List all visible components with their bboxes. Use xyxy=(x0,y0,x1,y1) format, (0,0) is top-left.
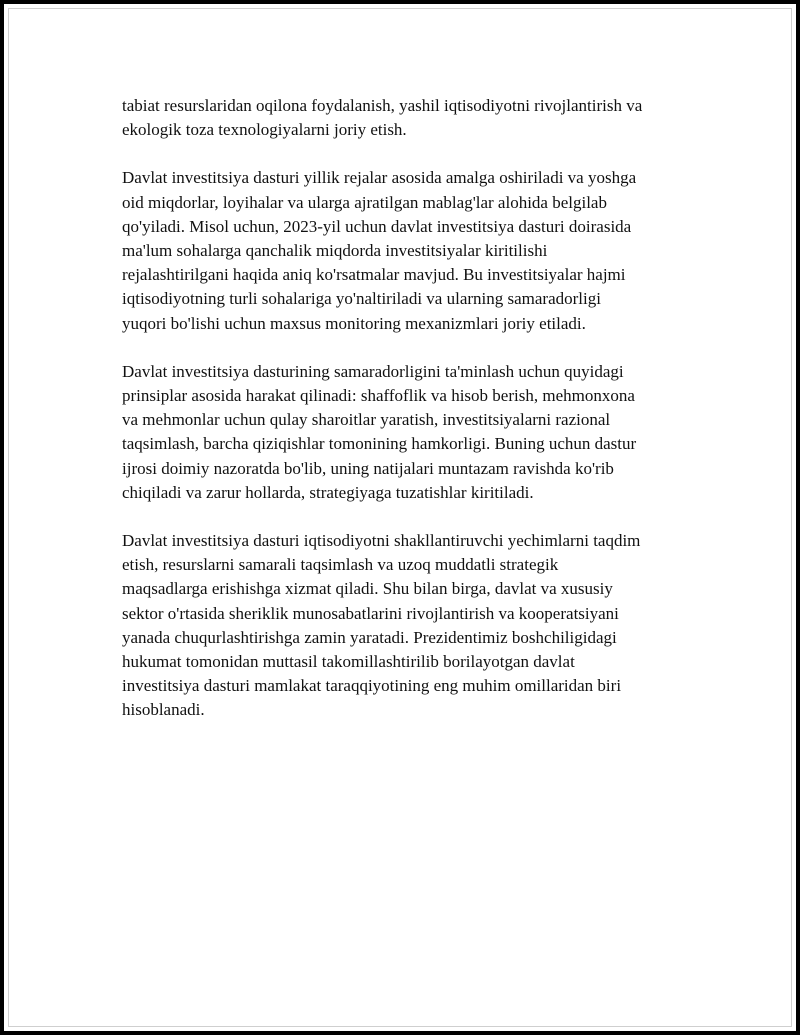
paragraph-2: Davlat investitsiya dasturi yillik rejalar asosida amalga oshiriladi va yoshga oid miqdorlar, loyihalar va ularga ajratilgan mablag'lar alohida belgilab qo'yiladi. Misol uchun, 2023-yil uchun davlat investitsiya dasturi doirasida ma'lum sohalarga qanchalik miqdorda investitsiyalar kiritilishi rejalashtirilgani haqida aniq ko'rsatmalar mavjud. Bu investitsiyalar hajmi iqtisodiyotning turli sohalariga yo'naltiriladi va ularning samaradorligi yuqori bo'lishi uchun maxsus monitoring mexanizmlari joriy etiladi. xyxy=(122,168,637,333)
paragraph-3: Davlat investitsiya dasturining samaradorligini ta'minlash uchun quyidagi prinsiplar asosida harakat qilinadi: shaffoflik va hisob berish, mehmonxona va mehmonlar uchun qulay sharoitlar yaratish, investitsiyalarni razional taqsimlash, barcha qiziqishlar tomonining hamkorligi. Buning uchun dastur ijrosi doimiy nazoratda bo'lib, uning natijalari muntazam ravishda ko'rib chiqiladi va zarur hollarda, strategiyaga tuzatishlar kiritiladi. xyxy=(122,361,637,502)
document-body xyxy=(122,94,694,747)
paragraph-1: tabiat resurslaridan oqilona foydalanish, yashil iqtisodiyotni rivojlantirish va ekologik toza texnologiyalarni joriy etish. xyxy=(122,96,643,140)
paragraph-4: Davlat investitsiya dasturi iqtisodiyotni shakllantiruvchi yechimlarni taqdim etish, resurslarni samarali taqsimlash va uzoq muddatli strategik maqsadlarga erishishga xizmat qiladi. Shu bilan birga, davlat va xususiy sektor o'rtasida sheriklik munosabatlarini rivojlantirish va kooperatsiyani yanada chuqurlashtirishga zamin yaratadi. Prezidentimiz boshchiligidagi hukumat tomonidan muttasil takomillashtirilib borilayotgan davlat investitsiya dasturi mamlakat taraqqiyotining eng muhim omillaridan biri hisoblanadi. xyxy=(122,531,641,720)
